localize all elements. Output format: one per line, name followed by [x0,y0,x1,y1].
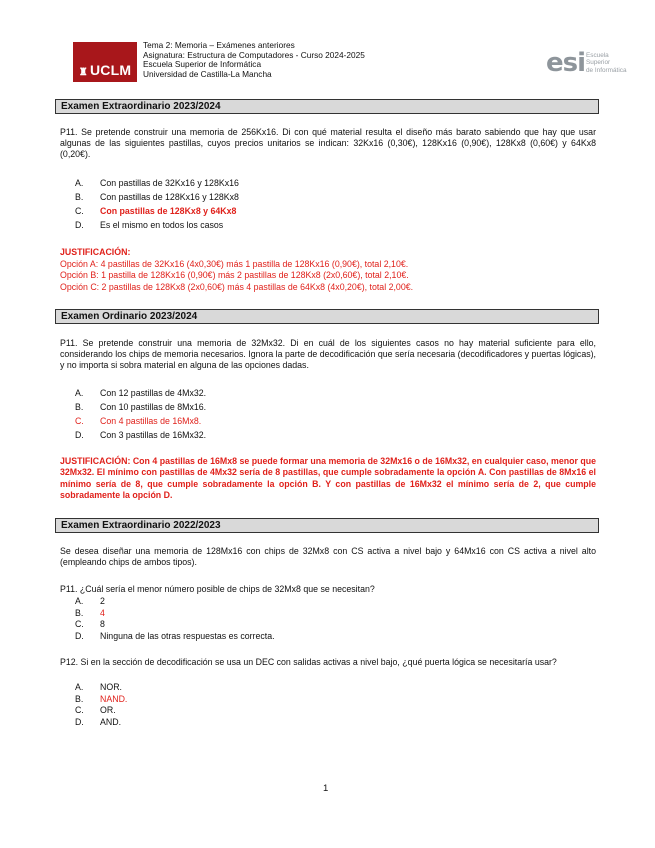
list-item: A. Con 12 pastillas de 4Mx32. [75,388,207,398]
justification: JUSTIFICACIÓN: Opción A: 4 pastillas de 32Kx16 (4x0,30€) más 1 pastilla de 128Kx16 (0,90€), total 2,10€. Opción B: 1 pastilla de 128Kx16 (0,90€) más 2 pastillas de 128Kx8 (2x0,60€), total 2,10€. Opción C: 2 pastillas de 128Kx8 (2x0,60€) más 4 pastillas de 64Kx8 (4x0,20€), total 2,00€. [60,247,414,292]
list-item: C. 8 [75,619,105,630]
options-list [75,596,275,642]
section-title: Examen Extraordinario 2023/2024 [55,99,599,114]
crest-icon: ♜ [78,67,88,78]
list-item-correct: C. Con pastillas de 128Kx8 y 64Kx8 [75,206,237,216]
list-item: B. Con 10 pastillas de 8Mx16. [75,402,207,412]
list-item: D. Ninguna de las otras respuestas es correcta. [75,630,275,641]
list-item-correct: B. 4 [75,607,105,618]
justification: JUSTIFICACIÓN: Con 4 pastillas de 16Mx8 se puede formar una memoria de 32Mx16 o de 16Mx32, en cualquier caso, menor que 32Mx32. El mínimo con pastillas de 4Mx32 sería de 8 pastillas, que cumple sobradamente la opción A. Con pastillas de 8Mx16 el mínimo sería de 8, que cumple sobradamente la opción B. Y con pastillas de 16Mx32 el mínimo sería de 2, que cumple sobradamente la opción D. [60,456,596,501]
options-list [75,176,239,232]
section-title: Examen Ordinario 2023/2024 [55,309,599,324]
question-text: P11. Se pretende construir una memoria de 256Kx16. Di con qué material resulta el diseño más barato sabiendo que hay que usar algunas de las siguientes pastillas, cuyos precios unitarios se indican: 32Kx16 (0,30€), 128Kx16 (0,90€), 128Kx8 (0,60€) y 64Kx8 (0,20€). [60,127,596,160]
list-item: D. Con 3 pastillas de 16Mx32. [75,430,207,440]
header-info [143,41,365,79]
section-title: Examen Extraordinario 2022/2023 [55,518,599,533]
page-number: 1 [323,783,329,794]
list-item: B. Con pastillas de 128Kx16 y 128Kx8 [75,192,239,202]
uclm-logo [73,42,137,82]
intro-text: Se desea diseñar una memoria de 128Mx16 con chips de 32Mx8 con CS activa a nivel bajo y 64Mx16 con CS activa a nivel alto (empleando chips de ambos tipos). [60,546,596,568]
list-item-correct: C. Con 4 pastillas de 16Mx8. [75,416,202,426]
list-item: D. Es el mismo en todos los casos [75,220,224,230]
list-item: D. AND. [75,716,122,727]
header-line: Tema 2: Memoria – Exámenes anteriores [143,40,295,50]
question-text: P11. ¿Cuál sería el menor número posible de chips de 32Mx8 que se necesitan? [60,584,375,594]
list-item: A. NOR. [75,682,122,692]
list-item: A. Con pastillas de 32Kx16 y 128Kx16 [75,178,239,188]
list-item-correct: B. NAND. [75,693,128,704]
header-line: Asignatura: Estructura de Computadores - Curso 2024-2025 [143,49,365,60]
header-line: Escuela Superior de Informática [143,59,262,70]
header-line: Universidad de Castilla-La Mancha [143,68,272,79]
uclm-logo-text: UCLM [89,62,132,78]
question-text: P11. Se pretende construir una memoria de 32Mx32. Di en cuál de los siguientes casos no hay material suficiente para ello, considerando los chips de memoria necesarios. Ignora la parte de decodificación que sería necesaria (decodificadores y puertas lógicas), y no importa si sobra material en alguna de las opciones dadas. [60,338,596,371]
esi-logo [546,48,638,82]
question-text: P12. Si en la sección de decodificación se usa un DEC con salidas activas a nivel bajo, ¿qué puerta lógica se necesitaría usar? [60,657,557,667]
esi-logo-mark: esi [546,48,586,78]
options-list [75,682,127,728]
list-item: C. OR. [75,705,116,716]
list-item: A. 2 [75,596,105,606]
esi-logo-subtitle: Escuela Superior de Informática [586,52,627,74]
options-list [75,386,206,442]
